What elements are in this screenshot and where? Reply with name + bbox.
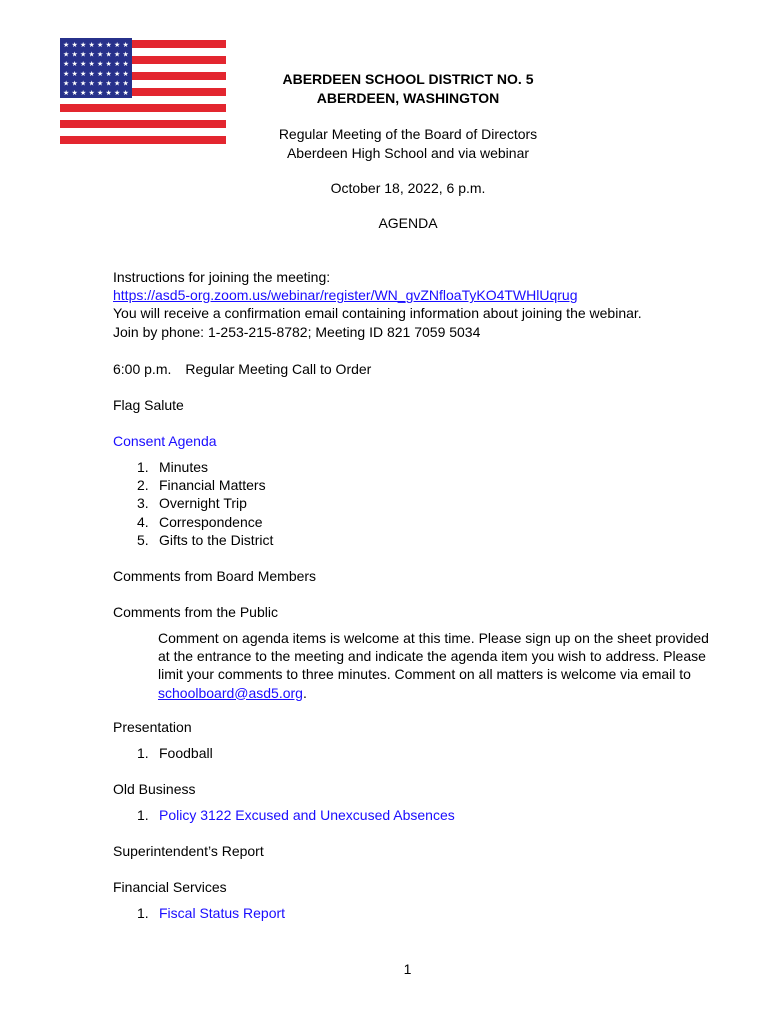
- svg-text:★: ★: [114, 50, 121, 59]
- meeting-info: [230, 125, 586, 163]
- list-item: 3. Overnight Trip: [137, 495, 247, 512]
- svg-text:★: ★: [88, 41, 95, 49]
- svg-text:★: ★: [97, 69, 104, 78]
- meeting-venue: Aberdeen High School and via webinar: [286, 145, 530, 161]
- policy-link[interactable]: Policy 3122 Excused and Unexcused Absences: [159, 807, 455, 823]
- svg-text:★: ★: [80, 79, 87, 88]
- svg-text:★: ★: [71, 89, 78, 97]
- old-business-list: [137, 806, 455, 824]
- svg-text:★: ★: [105, 50, 112, 59]
- svg-text:★: ★: [122, 69, 129, 78]
- svg-text:★: ★: [63, 60, 70, 69]
- svg-text:★: ★: [105, 41, 112, 49]
- svg-text:★: ★: [97, 41, 104, 49]
- american-flag-icon: [60, 38, 226, 150]
- svg-text:★: ★: [105, 69, 112, 78]
- fiscal-report-link[interactable]: Fiscal Status Report: [159, 905, 286, 921]
- svg-text:★: ★: [122, 79, 129, 88]
- svg-text:★: ★: [63, 69, 70, 78]
- svg-text:★: ★: [88, 69, 95, 78]
- svg-text:★: ★: [105, 79, 112, 88]
- old-business-title: Old Business: [113, 781, 196, 797]
- superintendent-report: Superintendent’s Report: [113, 843, 264, 859]
- svg-text:★: ★: [80, 50, 87, 59]
- phone-info: Join by phone: 1-253-215-8782; Meeting ID 821 7059 5034: [113, 323, 481, 340]
- public-comments-text: Comment on agenda items is welcome at this time. Please sign up on the sheet provided at the entrance to the meeting and indicate the agenda item you wish to address. Please limit your comments to three minutes. Comment on all matters is welcome via email to schoolboard@asd5.org.: [158, 630, 709, 701]
- svg-text:★: ★: [80, 89, 87, 97]
- list-item: 4. Correspondence: [137, 513, 263, 530]
- presentation-list: [137, 744, 213, 762]
- svg-text:★: ★: [63, 89, 70, 97]
- svg-text:★: ★: [88, 50, 95, 59]
- svg-text:★: ★: [114, 89, 121, 97]
- page-number: 1: [403, 961, 412, 977]
- svg-text:★: ★: [114, 60, 121, 69]
- svg-text:★: ★: [122, 89, 129, 97]
- district-location: ABERDEEN, WASHINGTON: [316, 90, 500, 106]
- svg-text:★: ★: [71, 41, 78, 49]
- financial-services-list: [137, 904, 285, 922]
- district-title: [230, 70, 586, 108]
- svg-text:★: ★: [63, 41, 70, 49]
- svg-text:★: ★: [80, 60, 87, 69]
- public-comments-title: Comments from the Public: [113, 604, 278, 620]
- webinar-link[interactable]: https://asd5-org.zoom.us/webinar/register/WN_gvZNfloaTyKO4TWHlUqrug: [113, 287, 578, 304]
- svg-text:★: ★: [80, 41, 87, 49]
- consent-agenda-list: [137, 458, 273, 549]
- meeting-date: October 18, 2022, 6 p.m.: [330, 180, 486, 196]
- district-name: ABERDEEN SCHOOL DISTRICT NO. 5: [282, 71, 534, 87]
- list-item: 1. Minutes: [137, 459, 209, 475]
- joining-instructions: [113, 268, 713, 341]
- confirmation-note: You will receive a confirmation email containing information about joining the webinar.: [113, 305, 642, 322]
- meeting-type: Regular Meeting of the Board of Directors: [278, 126, 538, 142]
- svg-text:★: ★: [97, 50, 104, 59]
- list-item: 1. Foodball: [137, 745, 213, 761]
- svg-text:★: ★: [105, 89, 112, 97]
- list-item: 1. Policy 3122 Excused and Unexcused Absences: [137, 807, 455, 823]
- svg-text:★: ★: [88, 79, 95, 88]
- svg-text:★: ★: [71, 69, 78, 78]
- svg-text:★: ★: [80, 69, 87, 78]
- svg-text:★: ★: [71, 79, 78, 88]
- agenda-heading: AGENDA: [378, 215, 438, 231]
- svg-text:★: ★: [88, 60, 95, 69]
- flag-salute: Flag Salute: [113, 397, 184, 413]
- svg-text:★: ★: [71, 60, 78, 69]
- financial-services-title: Financial Services: [113, 879, 227, 895]
- svg-text:★: ★: [122, 41, 129, 49]
- svg-text:★: ★: [97, 79, 104, 88]
- instructions-label: Instructions for joining the meeting:: [113, 269, 331, 285]
- call-time: 6:00 p.m.: [113, 361, 172, 377]
- svg-text:★: ★: [105, 60, 112, 69]
- board-comments: Comments from Board Members: [113, 568, 317, 584]
- svg-text:★: ★: [97, 89, 104, 97]
- svg-text:★: ★: [114, 69, 121, 78]
- svg-text:★: ★: [122, 60, 129, 69]
- presentation-title: Presentation: [113, 719, 192, 735]
- consent-agenda-title[interactable]: Consent Agenda: [113, 433, 217, 449]
- svg-text:★: ★: [63, 50, 70, 59]
- svg-text:★: ★: [88, 89, 95, 97]
- svg-text:★: ★: [114, 41, 121, 49]
- email-link[interactable]: schoolboard@asd5.org: [158, 684, 303, 701]
- list-item: 2. Financial Matters: [137, 477, 266, 494]
- svg-text:★: ★: [122, 50, 129, 59]
- list-item: 5. Gifts to the District: [137, 531, 274, 548]
- svg-text:★: ★: [114, 79, 121, 88]
- call-to-order: [113, 360, 713, 378]
- svg-text:★: ★: [63, 79, 70, 88]
- svg-text:★: ★: [97, 60, 104, 69]
- call-label: Regular Meeting Call to Order: [185, 361, 372, 377]
- svg-text:★: ★: [71, 50, 78, 59]
- list-item: 1. Fiscal Status Report: [137, 905, 286, 921]
